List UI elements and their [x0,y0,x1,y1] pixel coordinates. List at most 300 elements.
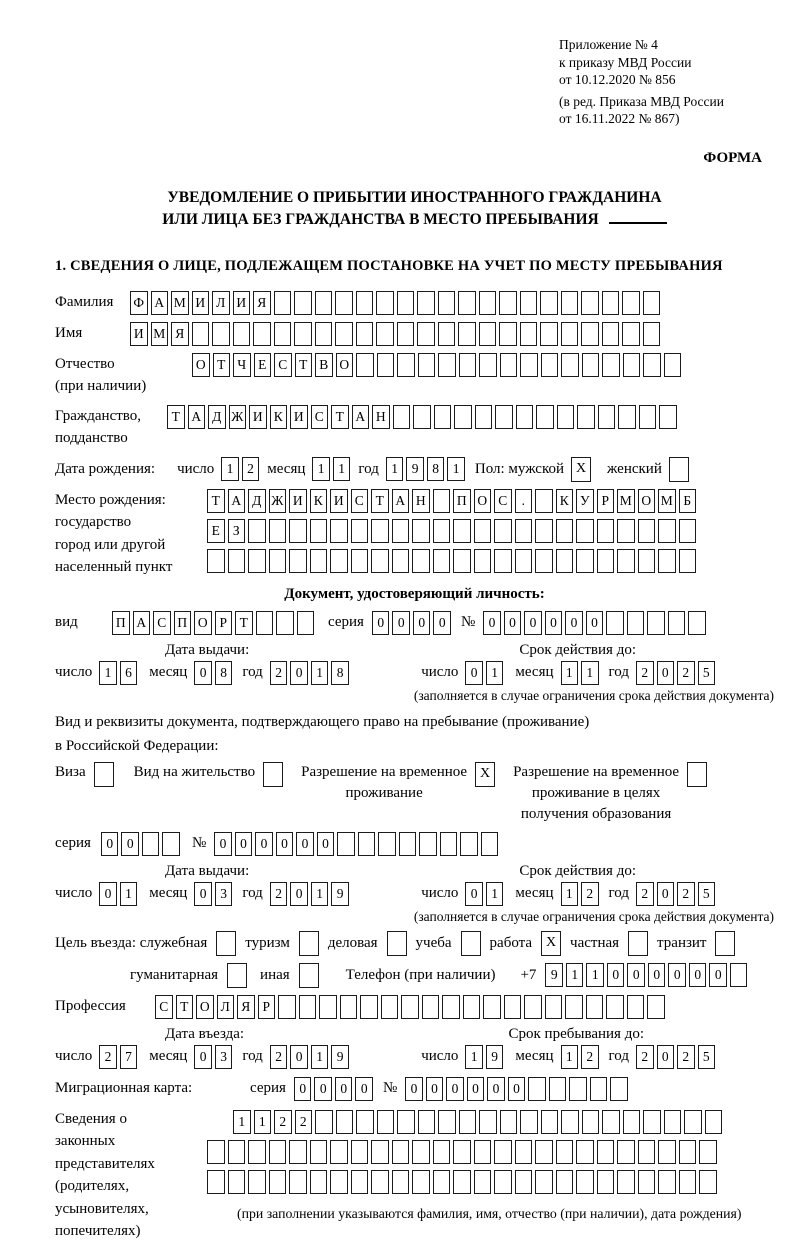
char-cell[interactable] [142,832,160,856]
checkbox-female[interactable] [669,457,689,482]
char-cell[interactable] [576,1170,594,1194]
char-cell[interactable] [602,322,620,346]
char-cell[interactable] [289,1140,307,1164]
char-cell[interactable] [597,519,615,543]
char-cell[interactable] [638,519,656,543]
char-cell[interactable]: 3 [215,1045,233,1069]
char-cell[interactable] [602,1110,620,1134]
char-cell[interactable]: 0 [290,1045,308,1069]
char-cell[interactable] [597,1140,615,1164]
char-cell[interactable] [576,549,594,573]
char-cell[interactable] [228,549,246,573]
char-cell[interactable] [479,291,497,315]
char-cell[interactable]: 0 [296,832,314,856]
char-cell[interactable]: 0 [121,832,139,856]
char-cell[interactable] [658,519,676,543]
char-cell[interactable]: Я [171,322,189,346]
char-cell[interactable] [679,549,697,573]
char-cell[interactable] [351,1140,369,1164]
char-cell[interactable] [440,832,458,856]
char-cell[interactable] [392,1140,410,1164]
char-cell[interactable] [627,611,645,635]
char-cell[interactable] [356,1110,374,1134]
char-cell[interactable] [561,322,579,346]
char-cell[interactable] [494,1170,512,1194]
char-cell[interactable]: 2 [270,882,288,906]
char-cell[interactable]: 1 [486,661,504,685]
char-cell[interactable] [515,519,533,543]
char-cell[interactable] [479,322,497,346]
char-cell[interactable] [294,291,312,315]
char-cell[interactable] [330,1140,348,1164]
char-cell[interactable] [371,549,389,573]
checkbox-work[interactable]: X [541,931,561,956]
char-cell[interactable]: В [315,353,333,377]
char-cell[interactable] [679,1170,697,1194]
char-cell[interactable]: 9 [545,963,563,987]
char-cell[interactable] [356,353,374,377]
char-cell[interactable] [524,995,542,1019]
char-cell[interactable] [699,1170,717,1194]
char-cell[interactable] [479,1110,497,1134]
char-cell[interactable]: 0 [294,1077,312,1101]
char-cell[interactable] [336,1110,354,1134]
char-cell[interactable]: З [228,519,246,543]
char-cell[interactable] [688,611,706,635]
char-cell[interactable]: 2 [274,1110,292,1134]
char-cell[interactable]: Е [254,353,272,377]
char-cell[interactable] [474,1170,492,1194]
char-cell[interactable] [643,353,661,377]
char-cell[interactable]: 2 [636,1045,654,1069]
char-cell[interactable] [535,1170,553,1194]
char-cell[interactable] [561,1110,579,1134]
char-cell[interactable]: 1 [254,1110,272,1134]
char-cell[interactable] [358,832,376,856]
char-cell[interactable] [643,1110,661,1134]
char-cell[interactable] [536,405,554,429]
char-cell[interactable]: 1 [312,457,330,481]
checkbox-study[interactable] [461,931,481,956]
char-cell[interactable]: Т [167,405,185,429]
char-cell[interactable] [617,1170,635,1194]
char-cell[interactable] [535,1140,553,1164]
char-cell[interactable]: 0 [194,882,212,906]
char-cell[interactable]: С [351,489,369,513]
char-cell[interactable]: О [196,995,214,1019]
char-cell[interactable] [541,1110,559,1134]
char-cell[interactable]: 1 [99,661,117,685]
char-cell[interactable] [207,549,225,573]
char-cell[interactable] [598,405,616,429]
char-cell[interactable] [504,995,522,1019]
char-cell[interactable] [274,322,292,346]
char-cell[interactable] [474,1140,492,1164]
char-cell[interactable]: 0 [426,1077,444,1101]
char-cell[interactable] [433,549,451,573]
char-cell[interactable] [647,611,665,635]
char-cell[interactable] [453,1170,471,1194]
char-cell[interactable]: 0 [314,1077,332,1101]
char-cell[interactable]: 0 [372,611,390,635]
checkbox-tourism[interactable] [299,931,319,956]
char-cell[interactable] [460,832,478,856]
char-cell[interactable] [269,1170,287,1194]
char-cell[interactable]: И [192,291,210,315]
char-cell[interactable] [606,995,624,1019]
char-cell[interactable] [397,353,415,377]
char-cell[interactable]: Н [412,489,430,513]
char-cell[interactable] [434,405,452,429]
char-cell[interactable]: 5 [698,1045,716,1069]
char-cell[interactable] [638,1140,656,1164]
char-cell[interactable] [438,291,456,315]
char-cell[interactable] [377,353,395,377]
char-cell[interactable]: 5 [698,661,716,685]
char-cell[interactable] [453,519,471,543]
char-cell[interactable]: Д [248,489,266,513]
char-cell[interactable]: 1 [221,457,239,481]
char-cell[interactable]: А [188,405,206,429]
char-cell[interactable]: 0 [627,963,645,987]
char-cell[interactable] [638,549,656,573]
char-cell[interactable] [418,353,436,377]
char-cell[interactable]: 0 [586,611,604,635]
char-cell[interactable]: 1 [566,963,584,987]
char-cell[interactable]: 9 [486,1045,504,1069]
char-cell[interactable] [351,549,369,573]
char-cell[interactable] [699,1140,717,1164]
char-cell[interactable]: 0 [290,882,308,906]
char-cell[interactable]: 8 [215,661,233,685]
char-cell[interactable]: Т [213,353,231,377]
char-cell[interactable] [520,322,538,346]
char-cell[interactable]: О [474,489,492,513]
char-cell[interactable] [310,519,328,543]
char-cell[interactable] [627,995,645,1019]
char-cell[interactable] [310,1140,328,1164]
char-cell[interactable]: 0 [504,611,522,635]
char-cell[interactable]: 6 [120,661,138,685]
char-cell[interactable] [658,1140,676,1164]
char-cell[interactable] [459,1110,477,1134]
char-cell[interactable] [561,353,579,377]
char-cell[interactable] [556,549,574,573]
char-cell[interactable]: А [228,489,246,513]
char-cell[interactable] [299,995,317,1019]
char-cell[interactable]: 0 [657,882,675,906]
char-cell[interactable]: 8 [427,457,445,481]
char-cell[interactable] [413,405,431,429]
char-cell[interactable]: Р [215,611,233,635]
char-cell[interactable] [207,1170,225,1194]
char-cell[interactable]: Т [207,489,225,513]
char-cell[interactable]: 2 [99,1045,117,1069]
char-cell[interactable]: 2 [677,661,695,685]
char-cell[interactable] [330,1170,348,1194]
char-cell[interactable] [540,291,558,315]
char-cell[interactable] [658,549,676,573]
char-cell[interactable] [412,519,430,543]
char-cell[interactable]: 0 [101,832,119,856]
char-cell[interactable] [495,405,513,429]
char-cell[interactable] [438,353,456,377]
char-cell[interactable] [597,549,615,573]
char-cell[interactable] [310,549,328,573]
char-cell[interactable]: Т [371,489,389,513]
char-cell[interactable] [483,995,501,1019]
char-cell[interactable]: 0 [446,1077,464,1101]
char-cell[interactable] [516,405,534,429]
char-cell[interactable] [453,549,471,573]
char-cell[interactable] [535,519,553,543]
char-cell[interactable] [528,1077,546,1101]
char-cell[interactable] [399,832,417,856]
char-cell[interactable] [269,519,287,543]
char-cell[interactable] [412,549,430,573]
char-cell[interactable] [499,322,517,346]
char-cell[interactable] [315,291,333,315]
char-cell[interactable] [479,353,497,377]
char-cell[interactable] [623,1110,641,1134]
char-cell[interactable] [422,995,440,1019]
char-cell[interactable]: П [453,489,471,513]
char-cell[interactable]: 0 [355,1077,373,1101]
char-cell[interactable] [378,832,396,856]
char-cell[interactable] [602,353,620,377]
char-cell[interactable]: И [330,489,348,513]
char-cell[interactable] [520,291,538,315]
char-cell[interactable]: Ж [269,489,287,513]
char-cell[interactable]: 1 [581,661,599,685]
char-cell[interactable]: 2 [677,882,695,906]
char-cell[interactable]: 0 [657,1045,675,1069]
char-cell[interactable] [371,1140,389,1164]
char-cell[interactable]: М [617,489,635,513]
char-cell[interactable] [453,1140,471,1164]
char-cell[interactable] [433,1170,451,1194]
char-cell[interactable]: 0 [405,1077,423,1101]
char-cell[interactable] [412,1140,430,1164]
char-cell[interactable] [639,405,657,429]
char-cell[interactable]: У [576,489,594,513]
char-cell[interactable] [556,1140,574,1164]
char-cell[interactable] [499,291,517,315]
char-cell[interactable]: О [638,489,656,513]
char-cell[interactable] [371,519,389,543]
char-cell[interactable] [356,322,374,346]
char-cell[interactable] [474,519,492,543]
char-cell[interactable] [463,995,481,1019]
char-cell[interactable] [392,519,410,543]
char-cell[interactable] [622,291,640,315]
char-cell[interactable]: С [153,611,171,635]
char-cell[interactable] [581,291,599,315]
char-cell[interactable] [577,405,595,429]
char-cell[interactable] [381,995,399,1019]
char-cell[interactable]: Ф [130,291,148,315]
char-cell[interactable]: 0 [648,963,666,987]
char-cell[interactable] [442,995,460,1019]
char-cell[interactable]: Л [217,995,235,1019]
char-cell[interactable]: Е [207,519,225,543]
char-cell[interactable] [557,405,575,429]
char-cell[interactable]: О [336,353,354,377]
char-cell[interactable]: 0 [99,882,117,906]
char-cell[interactable] [643,291,661,315]
char-cell[interactable]: 0 [545,611,563,635]
char-cell[interactable] [233,322,251,346]
char-cell[interactable]: 0 [467,1077,485,1101]
char-cell[interactable]: 0 [392,611,410,635]
checkbox-business-trip[interactable] [216,931,236,956]
char-cell[interactable] [269,1140,287,1164]
char-cell[interactable]: 2 [636,882,654,906]
char-cell[interactable] [730,963,748,987]
char-cell[interactable]: 0 [487,1077,505,1101]
char-cell[interactable] [565,995,583,1019]
char-cell[interactable]: К [556,489,574,513]
char-cell[interactable]: Я [237,995,255,1019]
char-cell[interactable] [586,995,604,1019]
char-cell[interactable] [397,291,415,315]
char-cell[interactable] [540,322,558,346]
char-cell[interactable] [412,1170,430,1194]
checkbox-temp-permit-edu[interactable] [687,762,707,787]
char-cell[interactable] [393,405,411,429]
char-cell[interactable] [659,405,677,429]
char-cell[interactable]: С [494,489,512,513]
char-cell[interactable] [515,1170,533,1194]
char-cell[interactable]: . [515,489,533,513]
char-cell[interactable]: С [311,405,329,429]
char-cell[interactable]: 5 [698,882,716,906]
char-cell[interactable]: 2 [581,882,599,906]
char-cell[interactable] [622,322,640,346]
checkbox-male[interactable]: X [571,457,591,482]
char-cell[interactable] [545,995,563,1019]
char-cell[interactable] [315,322,333,346]
char-cell[interactable]: О [192,353,210,377]
char-cell[interactable]: 0 [465,661,483,685]
char-cell[interactable]: Т [176,995,194,1019]
char-cell[interactable] [679,1140,697,1164]
char-cell[interactable]: М [658,489,676,513]
char-cell[interactable]: 1 [386,457,404,481]
char-cell[interactable]: Д [208,405,226,429]
char-cell[interactable]: Т [331,405,349,429]
char-cell[interactable] [289,519,307,543]
char-cell[interactable]: 8 [331,661,349,685]
char-cell[interactable]: Р [597,489,615,513]
char-cell[interactable]: С [155,995,173,1019]
char-cell[interactable] [248,1140,266,1164]
char-cell[interactable]: 1 [447,457,465,481]
char-cell[interactable] [337,832,355,856]
char-cell[interactable] [556,519,574,543]
char-cell[interactable] [623,353,641,377]
char-cell[interactable] [289,549,307,573]
char-cell[interactable] [664,1110,682,1134]
char-cell[interactable]: 0 [508,1077,526,1101]
char-cell[interactable] [705,1110,723,1134]
char-cell[interactable] [397,1110,415,1134]
char-cell[interactable]: А [352,405,370,429]
char-cell[interactable] [474,549,492,573]
checkbox-private[interactable] [628,931,648,956]
char-cell[interactable] [597,1170,615,1194]
char-cell[interactable] [377,1110,395,1134]
char-cell[interactable]: 2 [295,1110,313,1134]
char-cell[interactable]: И [289,489,307,513]
char-cell[interactable]: 0 [565,611,583,635]
char-cell[interactable] [582,353,600,377]
char-cell[interactable] [351,1170,369,1194]
char-cell[interactable] [679,519,697,543]
char-cell[interactable]: 0 [214,832,232,856]
char-cell[interactable]: 2 [242,457,260,481]
char-cell[interactable] [376,291,394,315]
char-cell[interactable] [458,322,476,346]
char-cell[interactable]: 1 [586,963,604,987]
char-cell[interactable] [371,1170,389,1194]
char-cell[interactable] [520,353,538,377]
char-cell[interactable]: Л [212,291,230,315]
char-cell[interactable]: 0 [607,963,625,987]
char-cell[interactable]: М [171,291,189,315]
char-cell[interactable] [433,519,451,543]
char-cell[interactable]: 1 [486,882,504,906]
char-cell[interactable] [556,1170,574,1194]
char-cell[interactable] [664,353,682,377]
char-cell[interactable] [602,291,620,315]
char-cell[interactable] [684,1110,702,1134]
char-cell[interactable]: 7 [120,1045,138,1069]
char-cell[interactable] [310,1170,328,1194]
char-cell[interactable] [418,1110,436,1134]
char-cell[interactable] [549,1077,567,1101]
checkbox-visa[interactable] [94,762,114,787]
char-cell[interactable] [356,291,374,315]
char-cell[interactable] [458,291,476,315]
char-cell[interactable]: 0 [194,661,212,685]
char-cell[interactable] [433,1140,451,1164]
char-cell[interactable]: 0 [255,832,273,856]
char-cell[interactable]: М [151,322,169,346]
char-cell[interactable] [256,611,274,635]
char-cell[interactable] [438,322,456,346]
char-cell[interactable] [494,519,512,543]
char-cell[interactable] [392,1170,410,1194]
char-cell[interactable] [500,1110,518,1134]
char-cell[interactable] [335,291,353,315]
char-cell[interactable]: 0 [689,963,707,987]
char-cell[interactable] [212,322,230,346]
char-cell[interactable] [561,291,579,315]
char-cell[interactable] [289,1170,307,1194]
char-cell[interactable] [590,1077,608,1101]
char-cell[interactable] [248,549,266,573]
char-cell[interactable] [419,832,437,856]
checkbox-other[interactable] [299,963,319,988]
char-cell[interactable]: Т [295,353,313,377]
char-cell[interactable] [297,611,315,635]
char-cell[interactable]: И [249,405,267,429]
char-cell[interactable]: 1 [311,1045,329,1069]
char-cell[interactable] [397,322,415,346]
char-cell[interactable]: 0 [413,611,431,635]
char-cell[interactable] [515,549,533,573]
